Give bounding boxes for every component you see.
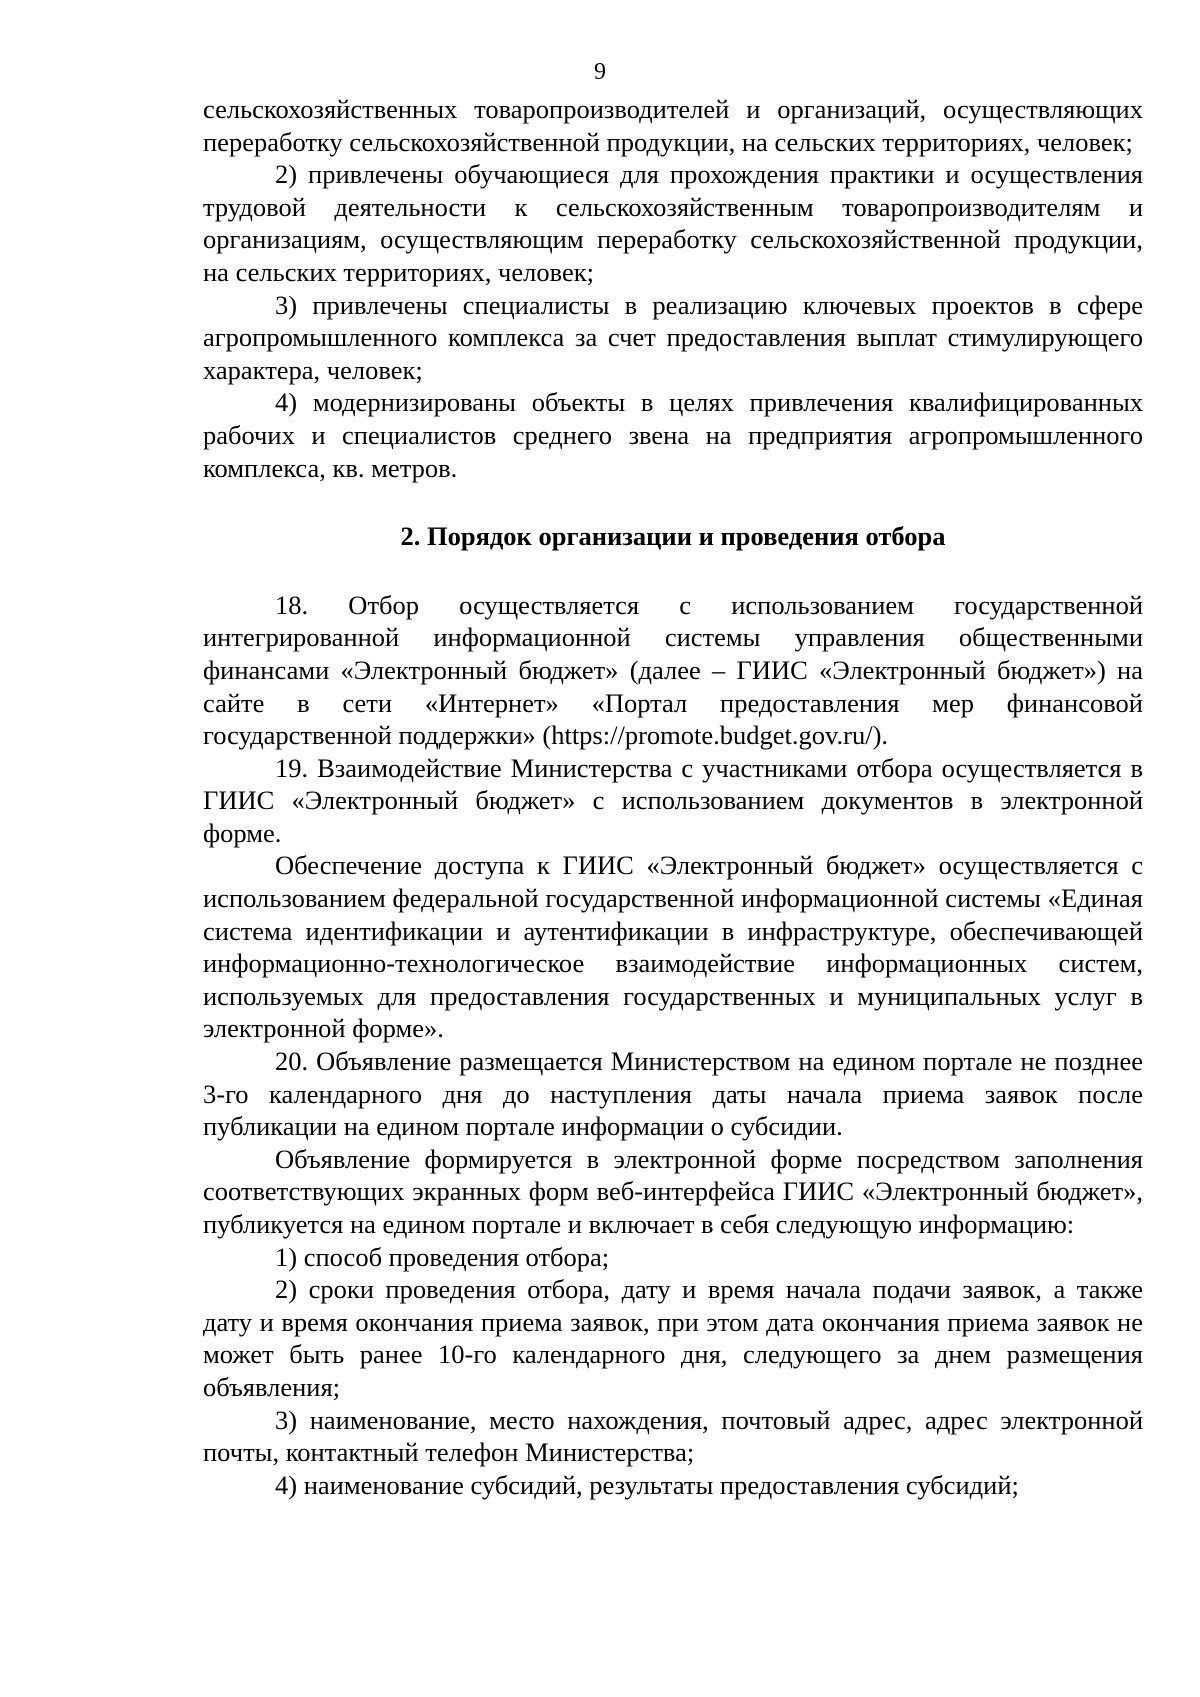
paragraph-continuation: сельскохозяйственных товаропроизводителей и организаций, осуществляющих переработку сельскохозяйственной продукции, на сельских территориях, человек;: [203, 94, 1143, 157]
clause-20: 20. Объявление размещается Министерством на едином портале не позднее 3-го календарного дня до наступления даты начала приема заявок после публикации на едином портале информации о субсидии.: [203, 1046, 1143, 1142]
section-heading: 2. Порядок организации и проведения отбора: [400, 521, 946, 552]
paragraph-access: Обеспечение доступа к ГИИС «Электронный бюджет» осуществляется с использованием федеральной государственной информационной системы «Единая система идентификации и аутентификации в инфраструктуре, обеспечивающей информационно-технологическое взаимодействие информационных систем, используемых для предоставления государственных и муниципальных услуг в электронной форме».: [203, 850, 1143, 1044]
list-item-4: 4) модернизированы объекты в целях привлечения квалифицированных рабочих и специалистов среднего звена на предприятия агропромышленного комплекса, кв. метров.: [203, 387, 1143, 483]
clause-19: 19. Взаимодействие Министерства с участниками отбора осуществляется в ГИИС «Электронный бюджет» с использованием документов в электронной форме.: [203, 752, 1143, 848]
announcement-item-4: 4) наименование субсидий, результаты предоставления субсидий;: [275, 1469, 1019, 1500]
paragraph-announcement: Объявление формируется в электронной форме посредством заполнения соответствующих экранных форм веб-интерфейса ГИИС «Электронный бюджет», публикуется на едином портале и включает в себя следующую информацию:: [203, 1143, 1143, 1239]
page-number: 9: [594, 59, 606, 85]
clause-18: 18. Отбор осуществляется с использованием государственной интегрированной информационной системы управления общественными финансами «Электронный бюджет» (далее – ГИИС «Электронный бюджет») на сайте в сети «Интернет» «Портал предоставления мер финансовой государственной поддержки» (https://promote.budget.gov.ru/).: [203, 589, 1143, 751]
announcement-item-1: 1) способ проведения отбора;: [275, 1241, 610, 1272]
page-content: [203, 93, 1143, 1501]
announcement-item-2: 2) сроки проведения отбора, дату и время начала подачи заявок, а также дату и время окончания приема заявок, при этом дата окончания приема заявок не может быть ранее 10-го календарного дня, следующего за днем размещения объявления;: [203, 1274, 1143, 1402]
announcement-item-3: 3) наименование, место нахождения, почтовый адрес, адрес электронной почты, контактный телефон Министерства;: [203, 1404, 1143, 1468]
list-item-2: 2) привлечены обучающиеся для прохождения практики и осуществления трудовой деятельности к сельскохозяйственным товаропроизводителям и организациям, осуществляющим переработку сельскохозяйственной продукции, на сельских территориях, человек;: [203, 159, 1143, 287]
list-item-3: 3) привлечены специалисты в реализацию ключевых проектов в сфере агропромышленного комплекса за счет предоставления выплат стимулирующего характера, человек;: [203, 289, 1143, 385]
